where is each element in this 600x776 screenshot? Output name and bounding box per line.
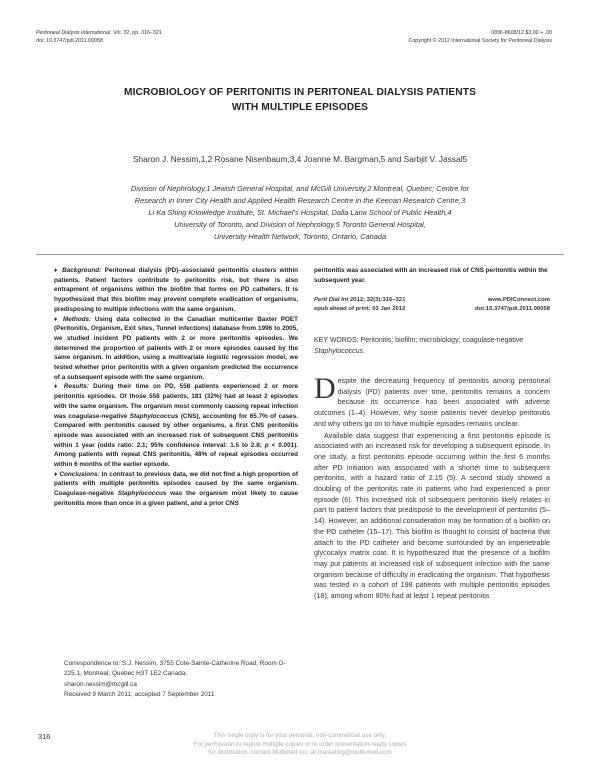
abstract-label: ♦ Background: [54, 267, 102, 274]
abstract [54, 266, 298, 509]
journal-name: Peritoneal Dialysis International [36, 30, 111, 36]
abstract-results [54, 382, 298, 469]
species-name: Staphylococcus [314, 347, 364, 355]
citation-journal: Perit Dial Int [314, 297, 349, 303]
article-doi[interactable]: doi:10.3747/pdi.2011.00058 [475, 306, 550, 313]
abstract-label: ♦ Results: [54, 383, 89, 391]
title-line-2: WITH MULTIPLE EPISODES [231, 102, 369, 113]
body-paragraph [314, 372, 550, 430]
keywords-text: KEY WORDS: Peritonitis; biofilm; microbiology; coagulase-negative [314, 337, 524, 344]
affiliation-line: Division of Nephrology,1 Jewish General Hospital, and McGill University,2 Montreal, Quebec; Centre for [130, 184, 470, 193]
keywords [314, 336, 550, 357]
species-name: Staphylococcus [129, 412, 179, 420]
abstract-continued: peritonitis was associated with an increased risk of CNS peritonitis within the subsequent year. [314, 267, 548, 284]
abstract-text: was the organism most likely to cause peritonitis more than once in a given patient, and a prior CNS [54, 490, 298, 507]
correspondence-email[interactable]: sharon.nessim@mcgill.ca [64, 680, 137, 688]
correspondence [64, 659, 298, 700]
p-value-symbol: p [264, 441, 269, 449]
abstract-methods [54, 315, 298, 383]
keywords-end: . [363, 347, 365, 355]
abstract-text: Using data collected in the Canadian multicenter Baxter POET (Peritonitis, Organism, Exit sites, Tunnel infections) database from 1996 to 2005, we studied incident PD patients with 2 or more peritonitis episodes. We determined the proportion of patients with 2 or more episodes caused by the same organism. In addition, using a multivariate logistic regression model, we tested whether prior peritonitis with a given organism predicted the occurrence of a subsequent episode with the same organism. [54, 315, 298, 381]
affiliation-line: Li Ka Shing Knowledge Institute, St. Michael's Hospital, Dalla Lana School of Public Health,4 [148, 208, 452, 218]
copyright: Copyright © 2012 International Society for Peritoneal Dialysis [408, 37, 552, 44]
notice-line: For permission to reprint multiple copies or to order presentation-ready copies [193, 740, 407, 748]
abstract-text: During their time on PD, 558 patients experienced 2 or more peritonitis episodes. Of those 558 patients, 181 (32%) had at least 2 episodes with the same organism. The organism most commonly causing repeat infection was coagulase-negative [54, 383, 298, 420]
running-header-left [36, 30, 162, 45]
running-header-right [409, 30, 552, 45]
abstract-conclusions [54, 470, 298, 509]
abstract-label: ♦ Methods: [54, 315, 92, 323]
abstract-text: Peritoneal dialysis (PD)–associated peritonitis clusters within patients. Patient factors contribute to peritonitis risk, but there is also entrapment of organisms within the biofilm that forms on PD catheters. It is hypothesized that this biofilm may prevent complete eradication of organisms, predisposing to multiple infections with the same organism. [54, 267, 298, 313]
body-paragraph: Available data suggest that experiencing a first peritonitis episode is associated with an increased risk for developing a subsequent episode. In one study, a first peritonitis episode occurring within the first 6 months after PD initiation was associated with a shorter time to subsequent peritonitis, with a hazard ratio of 2.15 (5). A second study showed a doubling of the peritonitis rate in patients who had experienced a prior episode (6). This increased risk of subsequent peritonitis likely relates in part to patient factors that predispose to the development of peritonitis (5–14). However, an additional consideration may be formation of a biofilm on the PD catheter (15–17). This biofilm is thought to consist of bacteria that attach to the PD catheter and become surrounded by an impenetrable glycocalyx matrix coat. It is hypothesized that the presence of a biofilm may put patients at increased risk of subsequent infection with the same organism because of difficulty in eradicating the organism. That hypothesis was tested in a cohort of 198 patients with multiple peritonitis episodes (18), among whom 80% had at least 1 repeat peritonitis [314, 431, 550, 601]
abstract-label: ♦ Conclusions: [54, 470, 100, 478]
journal-url[interactable]: www.PDIConnect.com [487, 297, 550, 303]
abstract-text: < 0.001). Among patients with repeat CNS peritonitis, 48% of repeat episodes occurred within 6 months of the earlier episode. [54, 441, 298, 469]
volume-pages: , Vol. 32, pp. 316–321 [110, 30, 162, 36]
issn: 0896-8608/12 $3.00 + .00 [491, 30, 552, 36]
abstract-text: (CNS), accounting for 65.7% of cases. Compared with peritonitis caused by other organisms, a first CNS peritonitis episode was associated with an increased risk of subsequent CNS peritonitis within 1 year (odds ratio: 2.1; 95% confidence interval: 1.5 to 2.8; [54, 412, 298, 449]
article-title [60, 85, 540, 115]
notice-line: for distribution, contact Multimed Inc. at marketing@multi-med.com [208, 749, 392, 757]
affiliation-line: Research in Inner City Health and Applied Health Research Centre in the Keenan Research Centre,3 [134, 196, 466, 206]
paragraph-text: espite the decreasing frequency of peritonitis among peritoneal dialysis (PD) patients over time, peritonitis remains a concern because its occurrence has been associated with adverse outcomes (1–4). However, why some patients never develop peritonitis and why others go on to have multiple episodes remains unclear. [314, 377, 550, 428]
page-number: 316 [38, 732, 51, 741]
received-dates: Received 9 March 2011; accepted 7 September 2011 [64, 690, 215, 698]
author-list: Sharon J. Nessim,1,2 Rosane Nisenbaum,3,4 Joanne M. Bargman,5 and Sarbjit V. Jassal5 [132, 154, 468, 164]
drop-cap: D [314, 372, 336, 405]
correspondence-address: Correspondence to: S.J. Nessim, 3755 Cote-Sainte-Catherine Road, Room G-225.1, Montreal, Quebec H3T 1E2 Canada. [64, 660, 286, 678]
affiliation-line: University Health Network, Toronto, Ontario, Canada [213, 232, 387, 242]
title-line-1: MICROBIOLOGY OF PERITONITIS IN PERITONEAL DIALYSIS PATIENTS [124, 87, 476, 98]
notice-line: This single copy is for your personal, non-commercial use only. [213, 732, 387, 739]
body-text [314, 372, 550, 602]
copyright-notice [120, 732, 480, 758]
species-name: Staphylococcus [117, 490, 167, 498]
affiliation-line: University of Toronto, and Division of Nephrology,5 Toronto General Hospital, [174, 220, 426, 230]
affiliations [40, 183, 560, 243]
citation-volume: 2012; 32(3):316–321 [348, 297, 406, 303]
divider [36, 254, 564, 255]
abstract-text: In contrast to previous data, we did not find a high proportion of patients with multiple peritonitis episodes caused by the same organism. Coagulase-negative [54, 470, 298, 498]
header-doi: doi: 10.3747/pdi.2011.00058 [36, 37, 103, 44]
abstract-background [54, 266, 298, 315]
citation-block [314, 296, 550, 315]
citation-ref [314, 296, 405, 305]
epub-date: epub ahead of print: 03 Jan 2012 [314, 306, 406, 313]
